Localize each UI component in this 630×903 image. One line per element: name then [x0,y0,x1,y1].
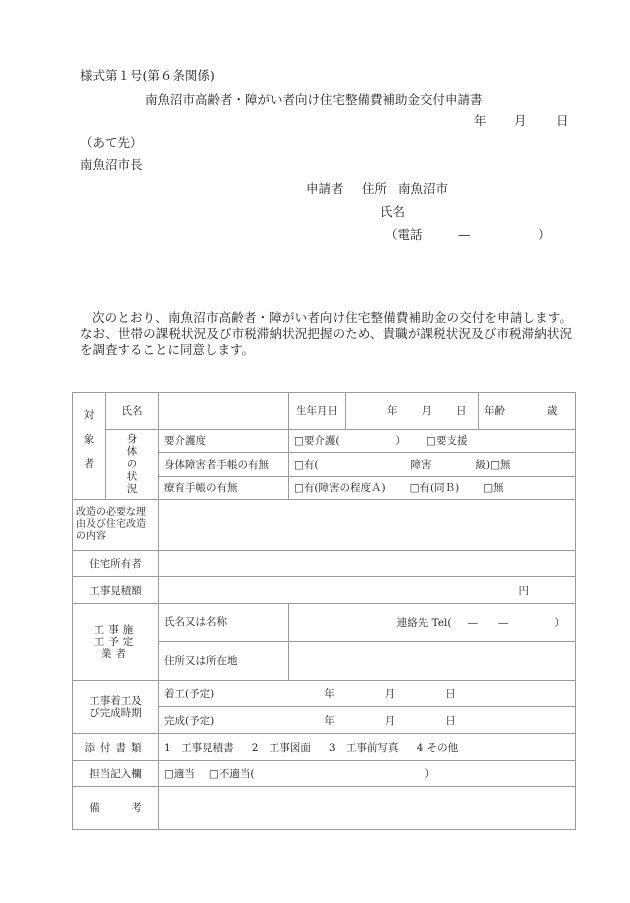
estimate-value-cell[interactable] [159,576,576,604]
care-level-options[interactable] [289,429,576,452]
staff-ng[interactable]: □不適当( [208,768,255,781]
rehab-yes-b[interactable]: □有(同Ｂ) [409,482,460,495]
rehab-no[interactable]: □無 [483,482,504,495]
contact-dash-1: — [467,617,478,630]
rehab-yes-a[interactable]: □有(障害の程度Ａ) [294,482,386,495]
contractor-address-value[interactable] [289,642,576,681]
complete-year: 年 [324,714,335,727]
row-staff [73,761,576,787]
remarks-label: 備 考 [73,786,159,829]
complete-label: 完成(予定) [164,714,215,727]
birth-year: 年 [387,405,398,418]
row-remarks [73,786,576,829]
start-label: 着工(予定) [164,688,215,701]
attachments-label: 添付書類 [73,733,159,761]
contractor-name-label: 氏名又は名称 [159,604,289,642]
staff-ok[interactable]: □適当 [164,768,195,781]
care-option-2[interactable]: □要支援 [426,435,468,448]
addressee: 南魚沼市長 [80,157,143,172]
date-month: 月 [514,113,527,128]
start-cell[interactable] [159,680,576,707]
owner-label: 住宅所有者 [73,551,159,577]
row-start [73,680,576,707]
application-table [72,392,576,830]
date-year: 年 [474,113,487,128]
target-label: 対象者 [73,393,106,500]
name-label: 氏名 [380,204,406,219]
complete-month: 月 [384,714,396,727]
contact-label: 連絡先 Tel( [396,617,452,630]
contractor-label: 工事施工予定業者 [73,604,159,681]
attachment-item: 3 工事前写真 [328,741,399,754]
contact-close: ） [554,617,565,630]
birth-month: 月 [421,405,432,418]
care-level-label: 要介護度 [159,429,289,452]
phone-open: （電話 [385,227,423,242]
row-estimate [73,576,576,604]
disability-book-options[interactable] [289,453,576,476]
disability-grade[interactable]: 級)□無 [475,458,511,471]
disability-book-label: 身体障害者手帳の有無 [159,453,289,476]
attachment-item: 2 工事図面 [251,741,311,754]
care-option-1-close: ） [395,435,407,448]
rehab-book-label: 療育手帳の有無 [159,476,289,499]
start-month: 月 [384,688,396,701]
contractor-address-label: 住所又は所在地 [159,642,289,681]
body-text: 次のとおり、南魚沼市高齢者・障がい者向け住宅整備費補助金の交付を申請します。なお、世帯の課税状況及び市税滞納状況把握のため、貴職が課税状況及び市税滞納状況を調査することに同意します。 [80,310,572,357]
row-reason [73,500,576,551]
name-label-cell: 氏名 [106,393,159,430]
reason-label: 改造の必要な理由及び住宅改造の内容 [73,500,159,551]
complete-day: 日 [445,714,456,727]
disability-mid: 障害 [410,458,432,471]
phone-dash: — [458,227,471,242]
form-number: 様式第１号(第６条関係) [80,68,215,83]
age-label: 年齢 [484,405,505,418]
birth-day: 日 [456,405,467,418]
staff-label: 担当記入欄 [73,761,159,787]
addressee-label: （あて先） [80,135,143,150]
applicant-label: 申請者 [306,181,344,196]
care-option-1[interactable]: □要介護( [294,435,340,448]
remarks-value-cell[interactable] [159,786,576,829]
form-title: 南魚沼市高齢者・障がい者向け住宅整備費補助金交付申請書 [145,92,483,107]
estimate-label: 工事見積額 [73,576,159,604]
start-year: 年 [324,688,335,701]
birth-value-cell[interactable] [346,393,479,430]
estimate-unit: 円 [518,584,529,597]
name-value-cell[interactable] [159,393,289,430]
attachments-cell [159,733,576,761]
age-unit: 歳 [547,405,558,418]
row-care-level [73,429,576,452]
staff-close: ） [424,768,435,781]
rehab-book-options[interactable] [289,476,576,499]
disability-yes[interactable]: □有( [294,458,319,471]
row-owner [73,551,576,577]
complete-cell[interactable] [159,707,576,734]
phone-close: ） [538,227,551,242]
attachment-item: 4 その他 [416,741,459,754]
address-value: 南魚沼市 [398,181,449,196]
attachment-item: 1 工事見積書 [164,741,234,754]
owner-value-cell[interactable] [159,551,576,577]
age-cell[interactable] [479,393,576,430]
address-label: 住所 [362,181,388,196]
contractor-contact-cell[interactable] [289,604,576,642]
body-status-label: 身体の状況 [106,429,159,499]
row-attachments [73,733,576,761]
birth-label: 生年月日 [289,393,346,430]
staff-cell[interactable] [159,761,576,787]
start-day: 日 [445,688,456,701]
row-contractor-name [73,604,576,642]
reason-value-cell[interactable] [159,500,576,551]
row-name [73,393,576,430]
contact-dash-2: — [498,617,509,630]
date-day: 日 [556,113,569,128]
schedule-label: 工事着工及び完成時期 [73,680,159,733]
